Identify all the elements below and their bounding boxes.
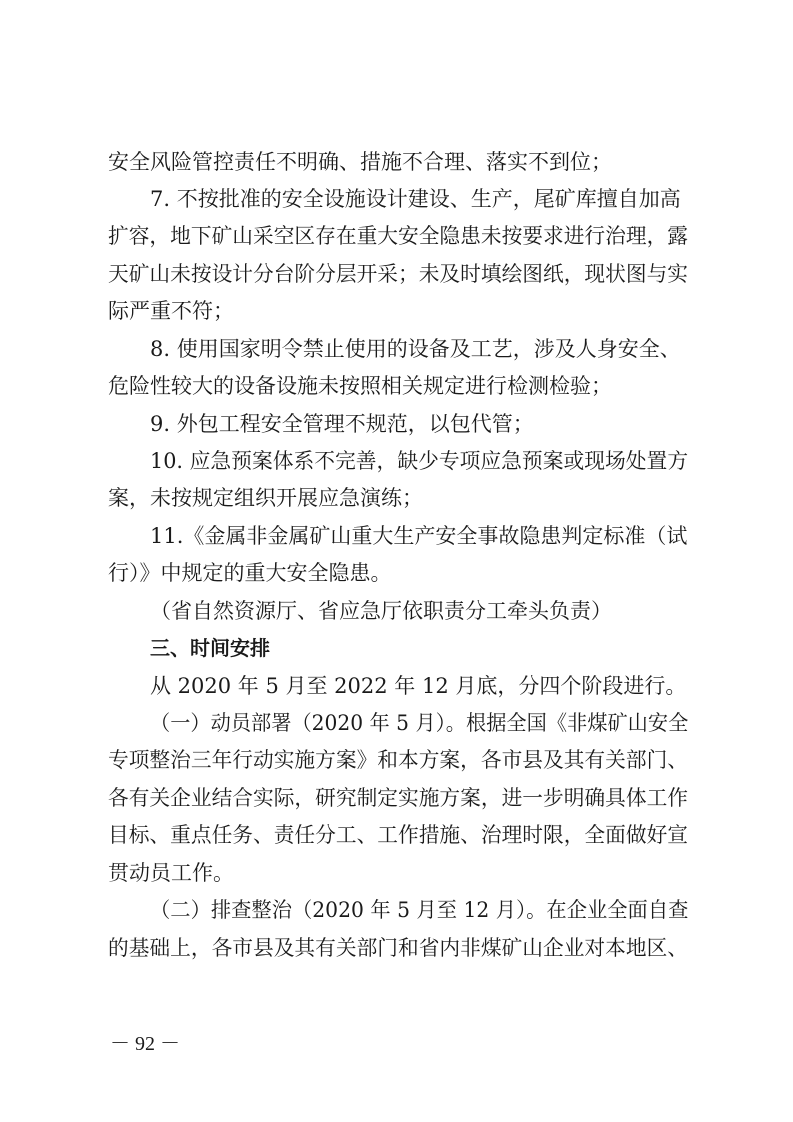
text-line: （省自然资源厅、省应急厅依职责分工牵头负责） <box>150 599 612 623</box>
text-line: 11.《金属非金属矿山重大生产安全事故隐患判定标准（试 <box>150 524 688 548</box>
text-line: 际严重不符； <box>108 299 234 323</box>
text-line: 专项整治三年行动实施方案》和本方案，各市县及其有关部门、 <box>108 748 689 772</box>
text-line: 8. 使用国家明令禁止使用的设备及工艺，涉及人身安全、 <box>150 337 681 361</box>
text-line: 7. 不按批准的安全设施设计建设、生产，尾矿库擅自加高 <box>150 187 681 211</box>
text-line: （一）动员部署（2020 年 5 月）。根据全国《非煤矿山安全 <box>150 711 689 735</box>
text-line: 各有关企业结合实际，研究制定实施方案，进一步明确具体工作 <box>108 786 689 810</box>
text-line: 天矿山未按设计分台阶分层开采；未及时填绘图纸，现状图与实 <box>108 262 689 286</box>
page-number: － 92 － <box>110 1033 180 1055</box>
text-line: 目标、重点任务、责任分工、工作措施、治理时限，全面做好宣 <box>108 823 689 847</box>
text-line: 从 2020 年 5 月至 2022 年 12 月底，分四个阶段进行。 <box>150 674 687 698</box>
text-line: 扩容，地下矿山采空区存在重大安全隐患未按要求进行治理，露 <box>108 224 689 248</box>
section-heading: 三、时间安排 <box>150 636 270 660</box>
text-line: 10. 应急预案体系不完善，缺少专项应急预案或现场处置方 <box>150 449 689 473</box>
text-line: 贯动员工作。 <box>108 861 234 885</box>
text-line: 安全风险管控责任不明确、措施不合理、落实不到位； <box>108 150 612 174</box>
text-line: 的基础上，各市县及其有关部门和省内非煤矿山企业对本地区、 <box>108 936 689 960</box>
text-line: （二）排查整治（2020 年 5 月至 12 月）。在企业全面自查 <box>150 898 689 922</box>
text-line: 危险性较大的设备设施未按照相关规定进行检测检验； <box>108 374 612 398</box>
text-line: 9. 外包工程安全管理不规范，以包代管； <box>150 412 534 436</box>
text-line: 行）》中规定的重大安全隐患。 <box>108 561 392 585</box>
text-line: 案，未按规定组织开展应急演练； <box>108 486 423 510</box>
